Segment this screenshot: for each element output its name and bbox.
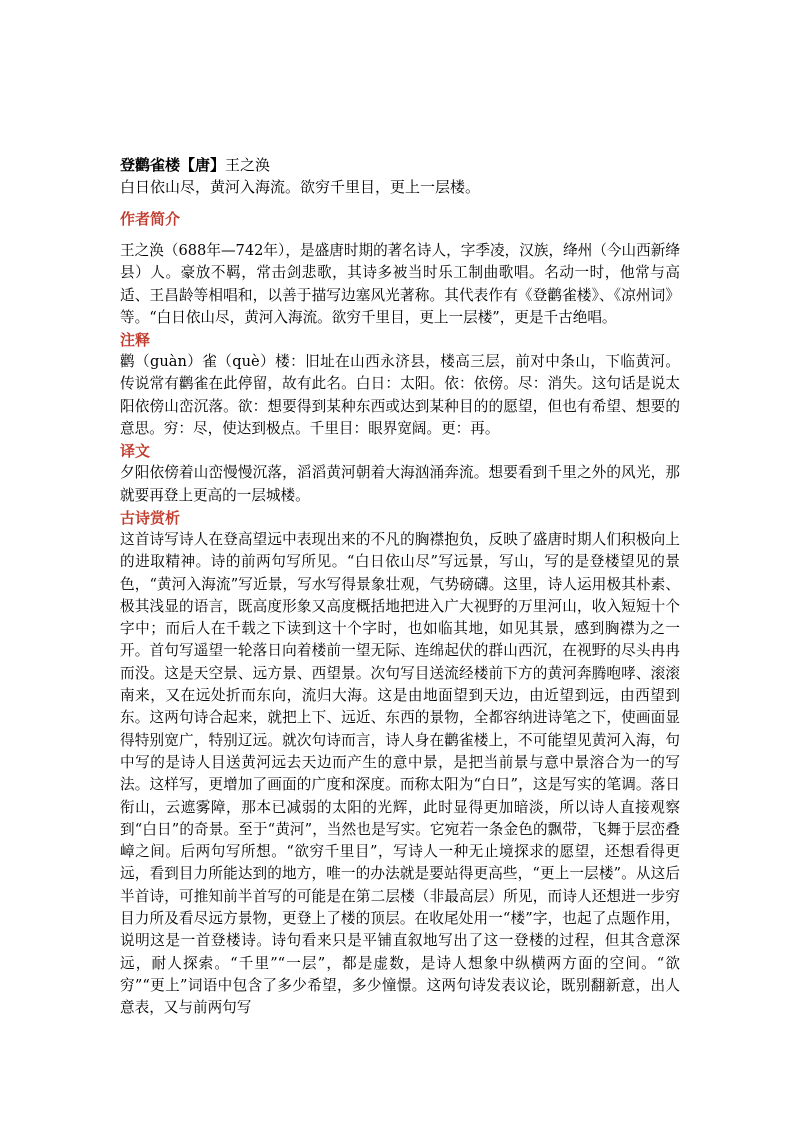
translation-body: 夕阳依傍着山峦慢慢沉落，滔滔黄河朝着大海汹涌奔流。想要看到千里之外的风光，那就要再登上更高的一层城楼。: [120, 464, 680, 504]
appreciation-body: 这首诗写诗人在登高望远中表现出来的不凡的胸襟抱负，反映了盛唐时期人们积极向上的进取精神。诗的前两句写所见。“白日依山尽”写远景，写山，写的是登楼望见的景色，“黄河入海流”写近景，写水写得景象壮观，气势磅礴。这里，诗人运用极其朴素、极其浅显的语言，既高度形象又高度概括地把进入广大视野的万里河山，收入短短十个字中；而后人在千载之下读到这十个字时，也如临其地，如见其景，感到胸襟为之一开。首句写遥望一轮落日向着楼前一望无际、连绵起伏的群山西沉，在视野的尽头冉冉而没。这是天空景、远方景、西望景。次句写目送流经楼前下方的黄河奔腾咆哮、滚滚南来，又在远处折而东向，流归大海。这是由地面望到天边，由近望到远，由西望到东。这两句诗合起来，就把上下、远近、东西的景物，全都容纳进诗笔之下，使画面显得特别宽广，特别辽远。就次句诗而言，诗人身在鹳雀楼上，不可能望见黄河入海，句中写的是诗人目送黄河远去天边而产生的意中景，是把当前景与意中景溶合为一的写法。这样写，更增加了画面的广度和深度。而称太阳为“白日”，这是写实的笔调。落日衔山，云遮雾障，那本已减弱的太阳的光辉，此时显得更加暗淡，所以诗人直接观察到“白日”的奇景。至于“黄河”，当然也是写实。它宛若一条金色的飘带，飞舞于层峦叠嶂之间。后两句写所想。“欲穷千里目”，写诗人一种无止境探求的愿望，还想看得更远，看到目力所能达到的地方，唯一的办法就是要站得更高些，“更上一层楼”。从这后半首诗，可推知前半首写的可能是在第二层楼（非最高层）所见，而诗人还想进一步穷目力所及看尽远方景物，更登上了楼的顶层。在收尾处用一“楼”字，也起了点题作用，说明这是一首登楼诗。诗句看来只是平铺直叙地写出了这一登楼的过程，但其含意深远，耐人探索。“千里”“一层”，都是虚数，是诗人想象中纵横两方面的空间。“欲穷”“更上”词语中包含了多少希望，多少憧憬。这两句诗发表议论，既别翻新意，出人意表，又与前两句写: [120, 530, 680, 1017]
appreciation-heading: 古诗赏析: [120, 508, 181, 527]
poem-author: 王之涣: [225, 156, 271, 174]
notes-heading: 注释: [120, 331, 151, 350]
author-intro-body: 王之涣（688年—742年），是盛唐时期的著名诗人，字季凌，汉族，绛州（今山西新绛县）人。豪放不羁，常击剑悲歌，其诗多被当时乐工制曲歌唱。名动一时，他常与高适、王昌龄等相唱和，以善于描写边塞风光著称。其代表作有《登鹳雀楼》、《凉州词》等。“白日依山尽，黄河入海流。欲穷千里目，更上一层楼”，更是千古绝唱。: [120, 242, 680, 326]
notes-body: 鹳（guàn）雀（què）楼：旧址在山西永济县，楼高三层，前对中条山，下临黄河。传说常有鹳雀在此停留，故有此名。白日：太阳。依：依傍。尽：消失。这句话是说太阳依傍山峦沉落。欲：想要得到某种东西或达到某种目的的愿望，但也有希望、想要的意思。穷：尽，使达到极点。千里目：眼界宽阔。更：再。: [120, 353, 680, 438]
translation-heading: 译文: [120, 442, 151, 461]
poem-title-line: [120, 154, 680, 176]
poem-dynasty: 【唐】: [180, 156, 226, 174]
document-page: [120, 154, 680, 1020]
poem-text: 白日依山尽，黄河入海流。欲穷千里目，更上一层楼。: [120, 178, 481, 196]
poem-title: 登鹳雀楼: [120, 156, 181, 174]
author-intro-heading: 作者简介: [120, 210, 181, 228]
